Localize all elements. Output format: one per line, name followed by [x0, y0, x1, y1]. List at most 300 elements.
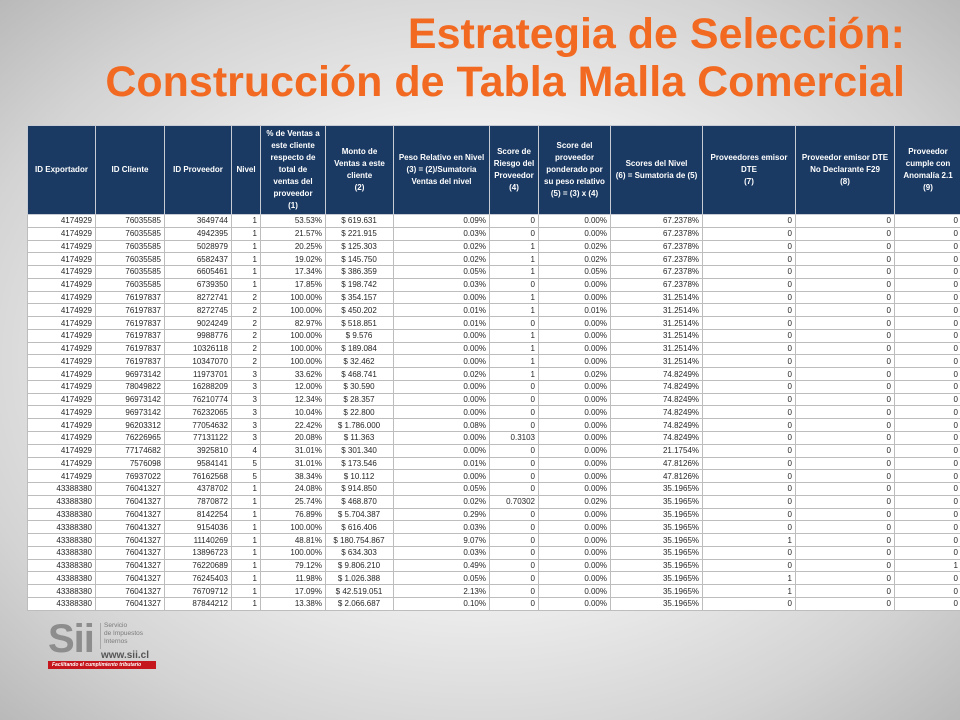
cell-monto-ventas: $ 125.303	[326, 240, 394, 253]
column-header-line: Proveedor emisor DTE	[801, 153, 889, 162]
cell-score-ponderado: 0.00%	[539, 432, 611, 445]
column-header-line: total de	[278, 165, 308, 174]
cell-emisor-dte: 0	[703, 355, 796, 368]
column-header-line: ID Cliente	[111, 165, 149, 174]
cell-monto-ventas: $ 173.546	[326, 457, 394, 470]
column-header-id-exportador	[28, 126, 96, 215]
cell-id-cliente: 76035585	[96, 278, 165, 291]
cell-anomalia-2-1: 0	[895, 253, 960, 266]
cell-id-proveedor: 5028979	[165, 240, 232, 253]
cell-peso-relativo: 0.03%	[394, 278, 490, 291]
cell-score-ponderado: 0.00%	[539, 215, 611, 228]
cell-pct-ventas-cliente: 13.38%	[261, 597, 326, 610]
cell-peso-relativo: 0.01%	[394, 457, 490, 470]
cell-scores-nivel: 67.2378%	[611, 215, 703, 228]
cell-peso-relativo: 0.03%	[394, 546, 490, 559]
cell-id-proveedor: 10326118	[165, 342, 232, 355]
column-header-line: Nivel	[236, 165, 256, 174]
cell-monto-ventas: $ 301.340	[326, 444, 394, 457]
cell-scores-nivel: 74.8249%	[611, 368, 703, 381]
cell-no-declarante-f29: 0	[796, 227, 895, 240]
table-row	[28, 521, 960, 534]
cell-score-riesgo: 1	[490, 291, 539, 304]
cell-scores-nivel: 31.2514%	[611, 329, 703, 342]
cell-id-exportador: 4174929	[28, 432, 96, 445]
cell-no-declarante-f29: 0	[796, 329, 895, 342]
cell-id-proveedor: 9024249	[165, 317, 232, 330]
cell-id-exportador: 43388380	[28, 534, 96, 547]
cell-pct-ventas-cliente: 100.00%	[261, 546, 326, 559]
cell-pct-ventas-cliente: 21.57%	[261, 227, 326, 240]
cell-monto-ventas: $ 386.359	[326, 266, 394, 279]
cell-score-riesgo: 0.3103	[490, 432, 539, 445]
cell-pct-ventas-cliente: 17.09%	[261, 585, 326, 598]
cell-anomalia-2-1: 0	[895, 419, 960, 432]
cell-no-declarante-f29: 0	[796, 470, 895, 483]
cell-anomalia-2-1: 0	[895, 317, 960, 330]
cell-monto-ventas: $ 914.850	[326, 483, 394, 496]
cell-peso-relativo: 0.00%	[394, 291, 490, 304]
column-header-line: su peso relativo	[544, 177, 605, 186]
cell-anomalia-2-1: 0	[895, 521, 960, 534]
cell-monto-ventas: $ 11.363	[326, 432, 394, 445]
table-header-row	[28, 126, 960, 215]
cell-score-riesgo: 0	[490, 470, 539, 483]
cell-nivel: 1	[232, 266, 261, 279]
cell-pct-ventas-cliente: 100.00%	[261, 304, 326, 317]
cell-scores-nivel: 67.2378%	[611, 253, 703, 266]
cell-id-proveedor: 76232065	[165, 406, 232, 419]
cell-no-declarante-f29: 0	[796, 457, 895, 470]
cell-no-declarante-f29: 0	[796, 215, 895, 228]
column-header-line: Monto de	[341, 147, 378, 156]
cell-id-proveedor: 16288209	[165, 380, 232, 393]
cell-anomalia-2-1: 0	[895, 444, 960, 457]
cell-id-exportador: 4174929	[28, 215, 96, 228]
table-row	[28, 585, 960, 598]
cell-score-ponderado: 0.00%	[539, 585, 611, 598]
column-header-anomalia-2-1	[895, 126, 960, 215]
cell-nivel: 2	[232, 304, 261, 317]
table-row	[28, 240, 960, 253]
cell-monto-ventas: $ 28.357	[326, 393, 394, 406]
cell-no-declarante-f29: 0	[796, 253, 895, 266]
cell-pct-ventas-cliente: 17.34%	[261, 266, 326, 279]
cell-anomalia-2-1: 0	[895, 304, 960, 317]
cell-scores-nivel: 35.1965%	[611, 534, 703, 547]
cell-score-riesgo: 1	[490, 304, 539, 317]
cell-no-declarante-f29: 0	[796, 317, 895, 330]
cell-nivel: 1	[232, 546, 261, 559]
cell-id-exportador: 43388380	[28, 585, 96, 598]
column-header-line: (2)	[354, 183, 365, 192]
cell-nivel: 2	[232, 355, 261, 368]
cell-id-exportador: 4174929	[28, 470, 96, 483]
column-header-line: proveedor	[554, 153, 595, 162]
cell-id-exportador: 4174929	[28, 329, 96, 342]
cell-peso-relativo: 0.05%	[394, 572, 490, 585]
cell-score-riesgo: 0	[490, 317, 539, 330]
cell-emisor-dte: 0	[703, 342, 796, 355]
column-header-line: Score de	[497, 147, 531, 156]
cell-score-ponderado: 0.00%	[539, 419, 611, 432]
cell-id-proveedor: 10347070	[165, 355, 232, 368]
cell-emisor-dte: 0	[703, 470, 796, 483]
cell-no-declarante-f29: 0	[796, 585, 895, 598]
cell-monto-ventas: $ 198.742	[326, 278, 394, 291]
column-header-line: respecto de	[270, 153, 316, 162]
cell-pct-ventas-cliente: 12.00%	[261, 380, 326, 393]
cell-monto-ventas: $ 22.800	[326, 406, 394, 419]
cell-peso-relativo: 0.00%	[394, 342, 490, 355]
cell-nivel: 4	[232, 444, 261, 457]
cell-pct-ventas-cliente: 100.00%	[261, 355, 326, 368]
cell-emisor-dte: 1	[703, 585, 796, 598]
cell-nivel: 1	[232, 253, 261, 266]
cell-anomalia-2-1: 0	[895, 291, 960, 304]
column-header-line: Score del	[556, 141, 593, 150]
table-row	[28, 227, 960, 240]
cell-score-riesgo: 1	[490, 342, 539, 355]
cell-pct-ventas-cliente: 100.00%	[261, 521, 326, 534]
cell-anomalia-2-1: 0	[895, 572, 960, 585]
cell-monto-ventas: $ 9.576	[326, 329, 394, 342]
cell-score-ponderado: 0.00%	[539, 521, 611, 534]
cell-pct-ventas-cliente: 12.34%	[261, 393, 326, 406]
cell-score-ponderado: 0.00%	[539, 444, 611, 457]
cell-anomalia-2-1: 0	[895, 393, 960, 406]
title-line-2: Construcción de Tabla Malla Comercial	[105, 58, 905, 106]
cell-score-ponderado: 0.00%	[539, 406, 611, 419]
cell-peso-relativo: 0.29%	[394, 508, 490, 521]
cell-monto-ventas: $ 32.462	[326, 355, 394, 368]
table-row	[28, 368, 960, 381]
cell-id-cliente: 78049822	[96, 380, 165, 393]
cell-monto-ventas: $ 9.806.210	[326, 559, 394, 572]
column-header-line: (8)	[840, 177, 850, 186]
column-header-line: (7)	[744, 177, 754, 186]
cell-score-ponderado: 0.00%	[539, 291, 611, 304]
cell-anomalia-2-1: 0	[895, 329, 960, 342]
cell-score-ponderado: 0.00%	[539, 342, 611, 355]
cell-id-cliente: 76041327	[96, 483, 165, 496]
cell-scores-nivel: 35.1965%	[611, 483, 703, 496]
cell-anomalia-2-1: 0	[895, 508, 960, 521]
cell-id-cliente: 76041327	[96, 597, 165, 610]
cell-score-ponderado: 0.00%	[539, 355, 611, 368]
cell-peso-relativo: 0.05%	[394, 266, 490, 279]
cell-emisor-dte: 1	[703, 534, 796, 547]
cell-id-exportador: 4174929	[28, 240, 96, 253]
table-row	[28, 495, 960, 508]
cell-pct-ventas-cliente: 22.42%	[261, 419, 326, 432]
column-header-line: DTE	[741, 165, 757, 174]
cell-id-exportador: 4174929	[28, 227, 96, 240]
cell-id-cliente: 76937022	[96, 470, 165, 483]
cell-id-exportador: 4174929	[28, 444, 96, 457]
cell-pct-ventas-cliente: 25.74%	[261, 495, 326, 508]
cell-emisor-dte: 0	[703, 291, 796, 304]
cell-no-declarante-f29: 0	[796, 342, 895, 355]
cell-monto-ventas: $ 619.631	[326, 215, 394, 228]
cell-score-riesgo: 0	[490, 380, 539, 393]
cell-monto-ventas: $ 145.750	[326, 253, 394, 266]
cell-scores-nivel: 74.8249%	[611, 406, 703, 419]
cell-emisor-dte: 0	[703, 406, 796, 419]
cell-monto-ventas: $ 30.590	[326, 380, 394, 393]
cell-pct-ventas-cliente: 79.12%	[261, 559, 326, 572]
cell-peso-relativo: 2.13%	[394, 585, 490, 598]
cell-scores-nivel: 47.8126%	[611, 457, 703, 470]
cell-id-cliente: 77174682	[96, 444, 165, 457]
column-header-monto-ventas	[326, 126, 394, 215]
sii-logo-mark: Sii	[48, 617, 94, 661]
cell-score-ponderado: 0.00%	[539, 470, 611, 483]
cell-no-declarante-f29: 0	[796, 521, 895, 534]
cell-id-exportador: 4174929	[28, 291, 96, 304]
cell-id-proveedor: 9154036	[165, 521, 232, 534]
cell-nivel: 1	[232, 597, 261, 610]
cell-monto-ventas: $ 1.786.000	[326, 419, 394, 432]
table-header	[28, 126, 960, 215]
website-url: www.sii.cl	[101, 650, 149, 661]
column-header-id-cliente	[96, 126, 165, 215]
cell-emisor-dte: 0	[703, 521, 796, 534]
cell-pct-ventas-cliente: 17.85%	[261, 278, 326, 291]
cell-id-cliente: 76041327	[96, 585, 165, 598]
table-row	[28, 304, 960, 317]
cell-no-declarante-f29: 0	[796, 546, 895, 559]
cell-score-ponderado: 0.00%	[539, 597, 611, 610]
cell-score-ponderado: 0.00%	[539, 317, 611, 330]
cell-no-declarante-f29: 0	[796, 495, 895, 508]
cell-monto-ventas: $ 221.915	[326, 227, 394, 240]
cell-id-proveedor: 8272741	[165, 291, 232, 304]
cell-score-ponderado: 0.00%	[539, 278, 611, 291]
cell-nivel: 5	[232, 470, 261, 483]
table-row	[28, 215, 960, 228]
cell-pct-ventas-cliente: 20.25%	[261, 240, 326, 253]
cell-pct-ventas-cliente: 20.08%	[261, 432, 326, 445]
column-header-score-ponderado	[539, 126, 611, 215]
cell-anomalia-2-1: 0	[895, 585, 960, 598]
cell-score-riesgo: 0	[490, 278, 539, 291]
column-header-line: Ventas a este	[334, 159, 385, 168]
cell-peso-relativo: 0.01%	[394, 304, 490, 317]
cell-id-proveedor: 6739350	[165, 278, 232, 291]
cell-no-declarante-f29: 0	[796, 240, 895, 253]
cell-id-exportador: 4174929	[28, 278, 96, 291]
cell-pct-ventas-cliente: 10.04%	[261, 406, 326, 419]
cell-peso-relativo: 0.00%	[394, 470, 490, 483]
cell-emisor-dte: 0	[703, 432, 796, 445]
cell-id-cliente: 96203312	[96, 419, 165, 432]
cell-score-ponderado: 0.02%	[539, 240, 611, 253]
cell-score-riesgo: 0	[490, 227, 539, 240]
cell-id-exportador: 4174929	[28, 368, 96, 381]
column-header-score-riesgo	[490, 126, 539, 215]
cell-id-proveedor: 77131122	[165, 432, 232, 445]
cell-score-riesgo: 0	[490, 559, 539, 572]
cell-score-riesgo: 0.70302	[490, 495, 539, 508]
table-row	[28, 572, 960, 585]
cell-score-ponderado: 0.00%	[539, 227, 611, 240]
cell-nivel: 1	[232, 483, 261, 496]
cell-score-ponderado: 0.01%	[539, 304, 611, 317]
column-header-line: Riesgo del	[493, 159, 535, 168]
table-row	[28, 483, 960, 496]
table-row	[28, 406, 960, 419]
cell-no-declarante-f29: 0	[796, 304, 895, 317]
cell-id-exportador: 4174929	[28, 266, 96, 279]
table-row	[28, 419, 960, 432]
cell-peso-relativo: 0.00%	[394, 406, 490, 419]
cell-emisor-dte: 0	[703, 393, 796, 406]
cell-emisor-dte: 0	[703, 304, 796, 317]
cell-score-riesgo: 0	[490, 393, 539, 406]
cell-id-proveedor: 76210774	[165, 393, 232, 406]
column-header-line: cliente	[346, 171, 373, 180]
column-header-line: ID Proveedor	[173, 165, 223, 174]
cell-id-cliente: 96973142	[96, 406, 165, 419]
cell-id-cliente: 76041327	[96, 521, 165, 534]
column-header-nivel	[232, 126, 261, 215]
cell-peso-relativo: 0.03%	[394, 521, 490, 534]
cell-id-exportador: 43388380	[28, 546, 96, 559]
cell-score-ponderado: 0.00%	[539, 483, 611, 496]
cell-pct-ventas-cliente: 100.00%	[261, 329, 326, 342]
cell-score-riesgo: 1	[490, 253, 539, 266]
cell-id-exportador: 4174929	[28, 304, 96, 317]
cell-score-riesgo: 0	[490, 419, 539, 432]
cell-id-cliente: 76041327	[96, 572, 165, 585]
cell-monto-ventas: $ 354.157	[326, 291, 394, 304]
cell-id-exportador: 43388380	[28, 521, 96, 534]
cell-peso-relativo: 0.00%	[394, 432, 490, 445]
cell-scores-nivel: 74.8249%	[611, 380, 703, 393]
cell-pct-ventas-cliente: 100.00%	[261, 342, 326, 355]
cell-score-riesgo: 0	[490, 572, 539, 585]
column-header-scores-nivel	[611, 126, 703, 215]
column-header-emisor-dte	[703, 126, 796, 215]
cell-scores-nivel: 21.1754%	[611, 444, 703, 457]
cell-id-proveedor: 4378702	[165, 483, 232, 496]
cell-id-proveedor: 13896723	[165, 546, 232, 559]
cell-anomalia-2-1: 0	[895, 227, 960, 240]
cell-id-cliente: 96973142	[96, 393, 165, 406]
cell-id-proveedor: 8272745	[165, 304, 232, 317]
cell-nivel: 1	[232, 572, 261, 585]
column-header-line: Scores del Nivel	[625, 159, 688, 168]
cell-id-cliente: 76035585	[96, 215, 165, 228]
table-row	[28, 329, 960, 342]
cell-emisor-dte: 0	[703, 317, 796, 330]
cell-id-cliente: 76197837	[96, 342, 165, 355]
cell-emisor-dte: 0	[703, 266, 796, 279]
cell-nivel: 3	[232, 393, 261, 406]
cell-peso-relativo: 0.03%	[394, 227, 490, 240]
cell-nivel: 1	[232, 495, 261, 508]
cell-no-declarante-f29: 0	[796, 444, 895, 457]
cell-no-declarante-f29: 0	[796, 393, 895, 406]
column-header-line: (4)	[509, 183, 519, 192]
organization-name	[104, 622, 143, 646]
cell-id-proveedor: 77054632	[165, 419, 232, 432]
column-header-line: (9)	[923, 183, 933, 192]
cell-score-ponderado: 0.00%	[539, 380, 611, 393]
cell-no-declarante-f29: 0	[796, 483, 895, 496]
cell-anomalia-2-1: 0	[895, 278, 960, 291]
table-row	[28, 470, 960, 483]
cell-emisor-dte: 0	[703, 253, 796, 266]
cell-peso-relativo: 0.10%	[394, 597, 490, 610]
cell-id-cliente: 76035585	[96, 240, 165, 253]
cell-no-declarante-f29: 0	[796, 266, 895, 279]
cell-pct-ventas-cliente: 24.08%	[261, 483, 326, 496]
column-header-line: proveedor	[273, 189, 313, 198]
cell-anomalia-2-1: 0	[895, 406, 960, 419]
cell-id-exportador: 43388380	[28, 508, 96, 521]
cell-scores-nivel: 35.1965%	[611, 508, 703, 521]
cell-scores-nivel: 67.2378%	[611, 266, 703, 279]
column-header-line: Proveedores emisor	[710, 153, 788, 162]
cell-anomalia-2-1: 0	[895, 597, 960, 610]
cell-scores-nivel: 35.1965%	[611, 521, 703, 534]
column-header-line: No Declarante F29	[810, 165, 880, 174]
cell-emisor-dte: 0	[703, 597, 796, 610]
cell-no-declarante-f29: 0	[796, 291, 895, 304]
table-row	[28, 342, 960, 355]
cell-scores-nivel: 31.2514%	[611, 355, 703, 368]
cell-peso-relativo: 0.00%	[394, 355, 490, 368]
column-header-line: ventas del	[273, 177, 313, 186]
cell-scores-nivel: 67.2378%	[611, 227, 703, 240]
cell-id-proveedor: 3925810	[165, 444, 232, 457]
cell-id-exportador: 4174929	[28, 355, 96, 368]
table-row	[28, 559, 960, 572]
cell-emisor-dte: 0	[703, 380, 796, 393]
cell-no-declarante-f29: 0	[796, 432, 895, 445]
cell-nivel: 1	[232, 534, 261, 547]
cell-id-exportador: 43388380	[28, 597, 96, 610]
cell-anomalia-2-1: 0	[895, 266, 960, 279]
cell-nivel: 1	[232, 521, 261, 534]
table-row	[28, 278, 960, 291]
cell-scores-nivel: 47.8126%	[611, 470, 703, 483]
cell-anomalia-2-1: 0	[895, 534, 960, 547]
cell-id-cliente: 76041327	[96, 559, 165, 572]
cell-nivel: 3	[232, 406, 261, 419]
cell-scores-nivel: 67.2378%	[611, 278, 703, 291]
cell-nivel: 3	[232, 380, 261, 393]
cell-nivel: 3	[232, 368, 261, 381]
cell-no-declarante-f29: 0	[796, 380, 895, 393]
cell-id-exportador: 43388380	[28, 495, 96, 508]
table-row	[28, 380, 960, 393]
cell-score-ponderado: 0.00%	[539, 393, 611, 406]
cell-monto-ventas: $ 10.112	[326, 470, 394, 483]
cell-scores-nivel: 74.8249%	[611, 393, 703, 406]
column-header-line: (1)	[288, 201, 298, 210]
cell-monto-ventas: $ 634.303	[326, 546, 394, 559]
cell-score-ponderado: 0.00%	[539, 508, 611, 521]
cell-id-proveedor: 7870872	[165, 495, 232, 508]
cell-id-proveedor: 9584141	[165, 457, 232, 470]
tagline-band	[48, 661, 156, 669]
cell-monto-ventas: $ 180.754.867	[326, 534, 394, 547]
cell-emisor-dte: 1	[703, 572, 796, 585]
cell-no-declarante-f29: 0	[796, 597, 895, 610]
